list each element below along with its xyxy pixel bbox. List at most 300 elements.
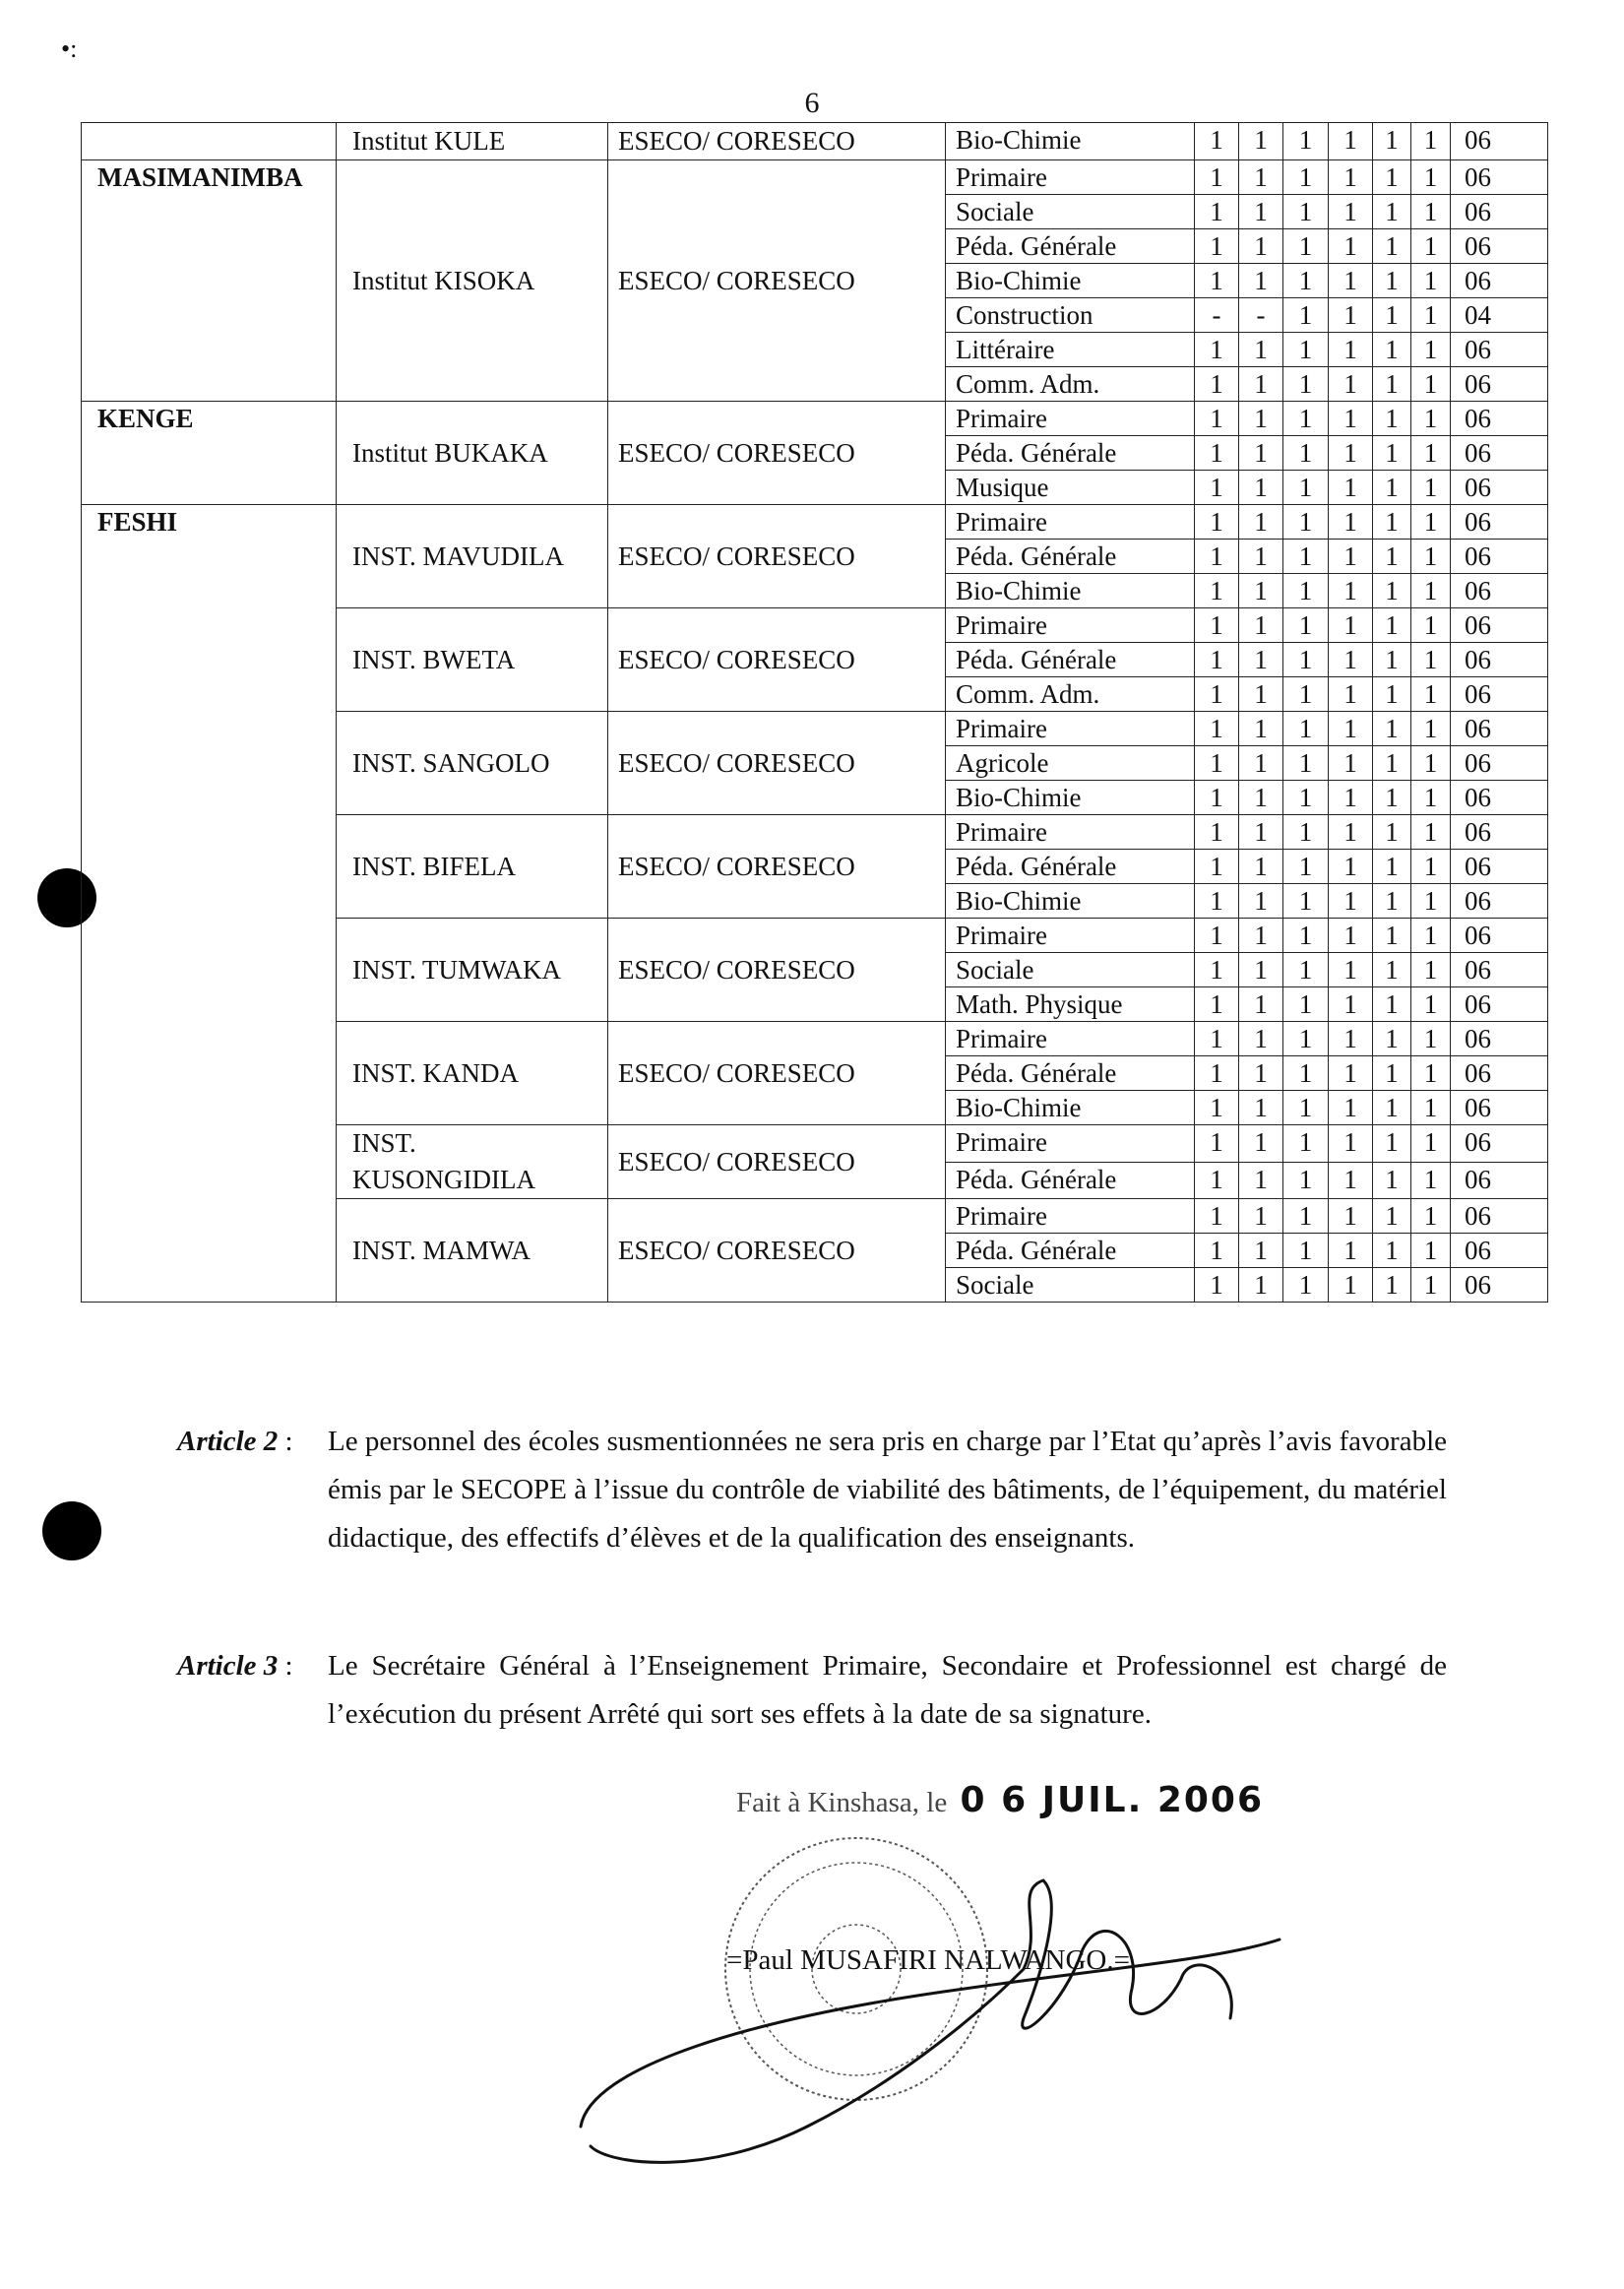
corner-mark: •: xyxy=(61,34,78,63)
year-count-cell: 1 xyxy=(1411,746,1451,781)
network-cell: ESECO/ CORESECO xyxy=(608,402,946,505)
option-cell: Comm. Adm. xyxy=(946,677,1195,712)
year-count-cell: 1 xyxy=(1329,815,1373,850)
table-row xyxy=(82,505,1548,540)
option-cell: Bio-Chimie xyxy=(946,781,1195,815)
option-cell: Bio-Chimie xyxy=(946,884,1195,919)
year-count-cell: 1 xyxy=(1411,540,1451,574)
year-count-cell: 1 xyxy=(1411,815,1451,850)
year-count-cell: 1 xyxy=(1239,850,1283,884)
year-count-cell: 1 xyxy=(1239,333,1283,367)
school-cell: Institut KISOKA xyxy=(337,160,608,402)
year-count-cell: 1 xyxy=(1283,884,1329,919)
year-count-cell: 1 xyxy=(1239,367,1283,402)
year-count-cell: 1 xyxy=(1329,195,1373,229)
year-count-cell: 1 xyxy=(1329,229,1373,264)
year-count-cell: 1 xyxy=(1329,608,1373,643)
year-count-cell: 1 xyxy=(1195,1268,1239,1303)
option-cell: Sociale xyxy=(946,953,1195,987)
year-count-cell: 1 xyxy=(1411,367,1451,402)
total-cell: 06 xyxy=(1451,540,1548,574)
total-cell: 06 xyxy=(1451,850,1548,884)
total-cell: 06 xyxy=(1451,1125,1548,1163)
option-cell: Primaire xyxy=(946,160,1195,195)
year-count-cell: 1 xyxy=(1329,436,1373,471)
signatory-name: =Paul MUSAFIRI NALWANGO.= xyxy=(726,1944,1130,1976)
year-count-cell: 1 xyxy=(1373,333,1411,367)
year-count-cell: 1 xyxy=(1411,505,1451,540)
year-count-cell: 1 xyxy=(1329,1234,1373,1268)
option-cell: Péda. Générale xyxy=(946,229,1195,264)
network-cell: ESECO/ CORESECO xyxy=(608,1022,946,1125)
year-count-cell: 1 xyxy=(1239,677,1283,712)
option-cell: Primaire xyxy=(946,402,1195,436)
year-count-cell: 1 xyxy=(1373,160,1411,195)
year-count-cell: 1 xyxy=(1239,1162,1283,1199)
year-count-cell: 1 xyxy=(1195,677,1239,712)
year-count-cell: 1 xyxy=(1239,608,1283,643)
year-count-cell: 1 xyxy=(1195,1199,1239,1234)
year-count-cell: 1 xyxy=(1239,643,1283,677)
year-count-cell: 1 xyxy=(1411,1022,1451,1056)
total-cell: 06 xyxy=(1451,1022,1548,1056)
year-count-cell: 1 xyxy=(1195,574,1239,608)
year-count-cell: 1 xyxy=(1283,229,1329,264)
year-count-cell: 1 xyxy=(1373,540,1411,574)
year-count-cell: 1 xyxy=(1239,540,1283,574)
total-cell: 06 xyxy=(1451,436,1548,471)
year-count-cell: 1 xyxy=(1373,677,1411,712)
year-count-cell: 1 xyxy=(1283,195,1329,229)
year-count-cell: 1 xyxy=(1283,608,1329,643)
school-cell: INST. BWETA xyxy=(337,608,608,712)
year-count-cell: 1 xyxy=(1329,1056,1373,1091)
year-count-cell: 1 xyxy=(1195,850,1239,884)
year-count-cell: 1 xyxy=(1239,919,1283,953)
year-count-cell: 1 xyxy=(1411,436,1451,471)
article-3-sep: : xyxy=(278,1650,293,1682)
table-row xyxy=(82,123,1548,160)
year-count-cell: 1 xyxy=(1195,1162,1239,1199)
date-stamp: 0 6 JUIL. 2006 xyxy=(960,1780,1265,1820)
year-count-cell: 1 xyxy=(1411,471,1451,505)
year-count-cell: 1 xyxy=(1373,436,1411,471)
location-cell: KENGE xyxy=(82,402,337,505)
year-count-cell: 1 xyxy=(1411,953,1451,987)
year-count-cell: 1 xyxy=(1239,229,1283,264)
year-count-cell: 1 xyxy=(1329,298,1373,333)
year-count-cell: 1 xyxy=(1373,367,1411,402)
network-cell: ESECO/ CORESECO xyxy=(608,1125,946,1199)
option-cell: Comm. Adm. xyxy=(946,367,1195,402)
total-cell: 06 xyxy=(1451,712,1548,746)
year-count-cell: 1 xyxy=(1411,402,1451,436)
year-count-cell: 1 xyxy=(1283,471,1329,505)
year-count-cell: 1 xyxy=(1329,160,1373,195)
article-2-label: Article 2 xyxy=(177,1426,279,1457)
place-and-date xyxy=(736,1780,1264,1820)
year-count-cell: 1 xyxy=(1329,1091,1373,1125)
article-2 xyxy=(177,1418,1447,1615)
total-cell: 06 xyxy=(1451,160,1548,195)
year-count-cell: 1 xyxy=(1329,264,1373,298)
total-cell: 06 xyxy=(1451,333,1548,367)
year-count-cell: 1 xyxy=(1329,1022,1373,1056)
year-count-cell: 1 xyxy=(1239,1022,1283,1056)
option-cell: Bio-Chimie xyxy=(946,264,1195,298)
total-cell: 06 xyxy=(1451,471,1548,505)
year-count-cell: - xyxy=(1195,298,1239,333)
year-count-cell: 1 xyxy=(1411,919,1451,953)
seal-and-signature xyxy=(551,1772,1299,2186)
article-3-text: Le Secrétaire Général à l’Enseignement Primaire, Secondaire et Professionnel est chargé de l’exécution du présent Arrêté qui sort ses effets à la date de sa signature. xyxy=(328,1650,1447,1730)
option-cell: Littéraire xyxy=(946,333,1195,367)
year-count-cell: 1 xyxy=(1411,884,1451,919)
year-count-cell: 1 xyxy=(1195,1091,1239,1125)
total-cell: 06 xyxy=(1451,367,1548,402)
year-count-cell: 1 xyxy=(1329,987,1373,1022)
total-cell: 06 xyxy=(1451,123,1548,160)
year-count-cell: 1 xyxy=(1195,1234,1239,1268)
year-count-cell: 1 xyxy=(1373,746,1411,781)
year-count-cell: 1 xyxy=(1239,402,1283,436)
year-count-cell: 1 xyxy=(1283,264,1329,298)
year-count-cell: 1 xyxy=(1195,505,1239,540)
option-cell: Sociale xyxy=(946,1268,1195,1303)
network-cell: ESECO/ CORESECO xyxy=(608,815,946,919)
year-count-cell: 1 xyxy=(1195,712,1239,746)
year-count-cell: 1 xyxy=(1239,505,1283,540)
year-count-cell: 1 xyxy=(1283,987,1329,1022)
year-count-cell: 1 xyxy=(1239,123,1283,160)
total-cell: 06 xyxy=(1451,677,1548,712)
year-count-cell: 1 xyxy=(1373,850,1411,884)
year-count-cell: 1 xyxy=(1239,746,1283,781)
year-count-cell: 1 xyxy=(1283,402,1329,436)
year-count-cell: 1 xyxy=(1411,333,1451,367)
year-count-cell: 1 xyxy=(1239,781,1283,815)
option-cell: Bio-Chimie xyxy=(946,574,1195,608)
year-count-cell: 1 xyxy=(1329,471,1373,505)
year-count-cell: 1 xyxy=(1195,160,1239,195)
year-count-cell: 1 xyxy=(1195,643,1239,677)
year-count-cell: 1 xyxy=(1195,1125,1239,1163)
year-count-cell: 1 xyxy=(1239,1056,1283,1091)
punch-hole-bottom xyxy=(42,1501,101,1560)
year-count-cell: 1 xyxy=(1283,505,1329,540)
year-count-cell: 1 xyxy=(1411,574,1451,608)
school-cell: INST. MAMWA xyxy=(337,1199,608,1303)
year-count-cell: 1 xyxy=(1411,123,1451,160)
year-count-cell: 1 xyxy=(1373,471,1411,505)
year-count-cell: 1 xyxy=(1239,987,1283,1022)
year-count-cell: 1 xyxy=(1239,1234,1283,1268)
year-count-cell: 1 xyxy=(1195,436,1239,471)
year-count-cell: 1 xyxy=(1283,850,1329,884)
option-cell: Primaire xyxy=(946,919,1195,953)
year-count-cell: 1 xyxy=(1195,1022,1239,1056)
year-count-cell: 1 xyxy=(1239,471,1283,505)
year-count-cell: 1 xyxy=(1411,160,1451,195)
year-count-cell: 1 xyxy=(1373,919,1411,953)
year-count-cell: 1 xyxy=(1283,953,1329,987)
network-cell: ESECO/ CORESECO xyxy=(608,1199,946,1303)
year-count-cell: 1 xyxy=(1195,953,1239,987)
year-count-cell: 1 xyxy=(1411,608,1451,643)
year-count-cell: 1 xyxy=(1283,712,1329,746)
total-cell: 06 xyxy=(1451,229,1548,264)
year-count-cell: 1 xyxy=(1373,1091,1411,1125)
year-count-cell: 1 xyxy=(1283,1056,1329,1091)
year-count-cell: 1 xyxy=(1329,1268,1373,1303)
total-cell: 06 xyxy=(1451,815,1548,850)
year-count-cell: 1 xyxy=(1373,953,1411,987)
year-count-cell: 1 xyxy=(1373,1162,1411,1199)
year-count-cell: 1 xyxy=(1411,1091,1451,1125)
total-cell: 04 xyxy=(1451,298,1548,333)
year-count-cell: 1 xyxy=(1283,1234,1329,1268)
year-count-cell: 1 xyxy=(1283,919,1329,953)
page-number: 6 xyxy=(804,87,820,119)
school-cell: INST. TUMWAKA xyxy=(337,919,608,1022)
year-count-cell: 1 xyxy=(1283,643,1329,677)
year-count-cell: 1 xyxy=(1373,643,1411,677)
year-count-cell: 1 xyxy=(1283,1091,1329,1125)
year-count-cell: 1 xyxy=(1411,1234,1451,1268)
year-count-cell: 1 xyxy=(1373,1199,1411,1234)
option-cell: Péda. Générale xyxy=(946,1234,1195,1268)
table-row xyxy=(82,402,1548,436)
year-count-cell: 1 xyxy=(1329,677,1373,712)
year-count-cell: - xyxy=(1239,298,1283,333)
year-count-cell: 1 xyxy=(1411,781,1451,815)
year-count-cell: 1 xyxy=(1373,264,1411,298)
total-cell: 06 xyxy=(1451,953,1548,987)
year-count-cell: 1 xyxy=(1239,1125,1283,1163)
year-count-cell: 1 xyxy=(1329,919,1373,953)
year-count-cell: 1 xyxy=(1283,540,1329,574)
place-text: Fait à Kinshasa, le xyxy=(736,1787,948,1818)
option-cell: Construction xyxy=(946,298,1195,333)
year-count-cell: 1 xyxy=(1373,712,1411,746)
year-count-cell: 1 xyxy=(1373,1125,1411,1163)
year-count-cell: 1 xyxy=(1373,1022,1411,1056)
total-cell: 06 xyxy=(1451,608,1548,643)
year-count-cell: 1 xyxy=(1373,574,1411,608)
year-count-cell: 1 xyxy=(1411,850,1451,884)
option-cell: Péda. Générale xyxy=(946,540,1195,574)
article-3 xyxy=(177,1642,1447,1750)
option-cell: Primaire xyxy=(946,1125,1195,1163)
total-cell: 06 xyxy=(1451,1199,1548,1234)
total-cell: 06 xyxy=(1451,195,1548,229)
year-count-cell: 1 xyxy=(1239,574,1283,608)
schools-table xyxy=(81,122,1548,1303)
network-cell: ESECO/ CORESECO xyxy=(608,919,946,1022)
option-cell: Math. Physique xyxy=(946,987,1195,1022)
school-cell: INST. SANGOLO xyxy=(337,712,608,815)
year-count-cell: 1 xyxy=(1195,195,1239,229)
year-count-cell: 1 xyxy=(1283,746,1329,781)
year-count-cell: 1 xyxy=(1239,953,1283,987)
school-cell: INST. BIFELA xyxy=(337,815,608,919)
year-count-cell: 1 xyxy=(1283,815,1329,850)
year-count-cell: 1 xyxy=(1195,367,1239,402)
year-count-cell: 1 xyxy=(1283,574,1329,608)
year-count-cell: 1 xyxy=(1329,367,1373,402)
year-count-cell: 1 xyxy=(1239,815,1283,850)
year-count-cell: 1 xyxy=(1373,608,1411,643)
year-count-cell: 1 xyxy=(1239,1091,1283,1125)
total-cell: 06 xyxy=(1451,402,1548,436)
year-count-cell: 1 xyxy=(1329,953,1373,987)
year-count-cell: 1 xyxy=(1411,264,1451,298)
year-count-cell: 1 xyxy=(1411,1268,1451,1303)
year-count-cell: 1 xyxy=(1329,540,1373,574)
year-count-cell: 1 xyxy=(1239,160,1283,195)
option-cell: Péda. Générale xyxy=(946,436,1195,471)
network-cell: ESECO/ CORESECO xyxy=(608,608,946,712)
option-cell: Primaire xyxy=(946,1199,1195,1234)
year-count-cell: 1 xyxy=(1373,1234,1411,1268)
year-count-cell: 1 xyxy=(1239,195,1283,229)
year-count-cell: 1 xyxy=(1283,333,1329,367)
year-count-cell: 1 xyxy=(1283,367,1329,402)
year-count-cell: 1 xyxy=(1195,540,1239,574)
year-count-cell: 1 xyxy=(1373,1056,1411,1091)
year-count-cell: 1 xyxy=(1283,1022,1329,1056)
option-cell: Péda. Générale xyxy=(946,643,1195,677)
year-count-cell: 1 xyxy=(1195,264,1239,298)
year-count-cell: 1 xyxy=(1373,123,1411,160)
year-count-cell: 1 xyxy=(1373,781,1411,815)
year-count-cell: 1 xyxy=(1283,436,1329,471)
year-count-cell: 1 xyxy=(1239,1199,1283,1234)
year-count-cell: 1 xyxy=(1283,123,1329,160)
option-cell: Agricole xyxy=(946,746,1195,781)
network-cell: ESECO/ CORESECO xyxy=(608,123,946,160)
year-count-cell: 1 xyxy=(1195,1056,1239,1091)
year-count-cell: 1 xyxy=(1411,1056,1451,1091)
article-3-label: Article 3 xyxy=(177,1650,279,1682)
year-count-cell: 1 xyxy=(1373,298,1411,333)
year-count-cell: 1 xyxy=(1283,160,1329,195)
year-count-cell: 1 xyxy=(1329,1199,1373,1234)
year-count-cell: 1 xyxy=(1373,195,1411,229)
total-cell: 06 xyxy=(1451,987,1548,1022)
year-count-cell: 1 xyxy=(1329,850,1373,884)
network-cell: ESECO/ CORESECO xyxy=(608,712,946,815)
year-count-cell: 1 xyxy=(1195,781,1239,815)
year-count-cell: 1 xyxy=(1329,333,1373,367)
total-cell: 06 xyxy=(1451,746,1548,781)
total-cell: 06 xyxy=(1451,1268,1548,1303)
total-cell: 06 xyxy=(1451,574,1548,608)
year-count-cell: 1 xyxy=(1283,677,1329,712)
option-cell: Primaire xyxy=(946,505,1195,540)
year-count-cell: 1 xyxy=(1195,229,1239,264)
year-count-cell: 1 xyxy=(1239,884,1283,919)
year-count-cell: 1 xyxy=(1329,505,1373,540)
school-cell: Institut BUKAKA xyxy=(337,402,608,505)
option-cell: Sociale xyxy=(946,195,1195,229)
year-count-cell: 1 xyxy=(1195,333,1239,367)
year-count-cell: 1 xyxy=(1411,643,1451,677)
total-cell: 06 xyxy=(1451,781,1548,815)
option-cell: Primaire xyxy=(946,815,1195,850)
network-cell: ESECO/ CORESECO xyxy=(608,160,946,402)
year-count-cell: 1 xyxy=(1411,298,1451,333)
year-count-cell: 1 xyxy=(1329,643,1373,677)
total-cell: 06 xyxy=(1451,264,1548,298)
year-count-cell: 1 xyxy=(1239,1268,1283,1303)
year-count-cell: 1 xyxy=(1373,987,1411,1022)
year-count-cell: 1 xyxy=(1411,229,1451,264)
year-count-cell: 1 xyxy=(1195,608,1239,643)
total-cell: 06 xyxy=(1451,1162,1548,1199)
total-cell: 06 xyxy=(1451,1091,1548,1125)
article-2-sep: : xyxy=(278,1426,293,1457)
total-cell: 06 xyxy=(1451,505,1548,540)
year-count-cell: 1 xyxy=(1373,1268,1411,1303)
year-count-cell: 1 xyxy=(1195,123,1239,160)
year-count-cell: 1 xyxy=(1329,574,1373,608)
option-cell: Primaire xyxy=(946,712,1195,746)
total-cell: 06 xyxy=(1451,1056,1548,1091)
total-cell: 06 xyxy=(1451,643,1548,677)
year-count-cell: 1 xyxy=(1239,264,1283,298)
year-count-cell: 1 xyxy=(1329,1125,1373,1163)
year-count-cell: 1 xyxy=(1411,195,1451,229)
year-count-cell: 1 xyxy=(1329,1162,1373,1199)
year-count-cell: 1 xyxy=(1239,712,1283,746)
year-count-cell: 1 xyxy=(1373,402,1411,436)
year-count-cell: 1 xyxy=(1195,746,1239,781)
year-count-cell: 1 xyxy=(1411,1162,1451,1199)
year-count-cell: 1 xyxy=(1283,1162,1329,1199)
article-2-text: Le personnel des écoles susmentionnées ne sera pris en charge par l’Etat qu’après l’avis favorable émis par le SECOPE à l’issue du contrôle de viabilité des bâtiments, de l’équipement, du matériel didactique, des effectifs d’élèves et de la qualification des enseignants. xyxy=(328,1426,1447,1554)
year-count-cell: 1 xyxy=(1329,781,1373,815)
year-count-cell: 1 xyxy=(1373,229,1411,264)
school-cell: INST. MAVUDILA xyxy=(337,505,608,608)
school-cell: INST. KANDA xyxy=(337,1022,608,1125)
school-cell: Institut KULE xyxy=(337,123,608,160)
year-count-cell: 1 xyxy=(1329,123,1373,160)
table-row xyxy=(82,160,1548,195)
location-cell: MASIMANIMBA xyxy=(82,160,337,402)
year-count-cell: 1 xyxy=(1373,505,1411,540)
option-cell: Bio-Chimie xyxy=(946,123,1195,160)
year-count-cell: 1 xyxy=(1195,815,1239,850)
option-cell: Péda. Générale xyxy=(946,1056,1195,1091)
option-cell: Péda. Générale xyxy=(946,1162,1195,1199)
option-cell: Bio-Chimie xyxy=(946,1091,1195,1125)
year-count-cell: 1 xyxy=(1283,1125,1329,1163)
school-cell: INST. KUSONGIDILA xyxy=(337,1125,608,1199)
option-cell: Musique xyxy=(946,471,1195,505)
year-count-cell: 1 xyxy=(1411,1125,1451,1163)
year-count-cell: 1 xyxy=(1283,1199,1329,1234)
year-count-cell: 1 xyxy=(1195,471,1239,505)
total-cell: 06 xyxy=(1451,1234,1548,1268)
location-cell: FESHI xyxy=(82,505,337,1303)
year-count-cell: 1 xyxy=(1329,884,1373,919)
total-cell: 06 xyxy=(1451,884,1548,919)
year-count-cell: 1 xyxy=(1329,712,1373,746)
year-count-cell: 1 xyxy=(1283,298,1329,333)
year-count-cell: 1 xyxy=(1283,781,1329,815)
year-count-cell: 1 xyxy=(1411,677,1451,712)
